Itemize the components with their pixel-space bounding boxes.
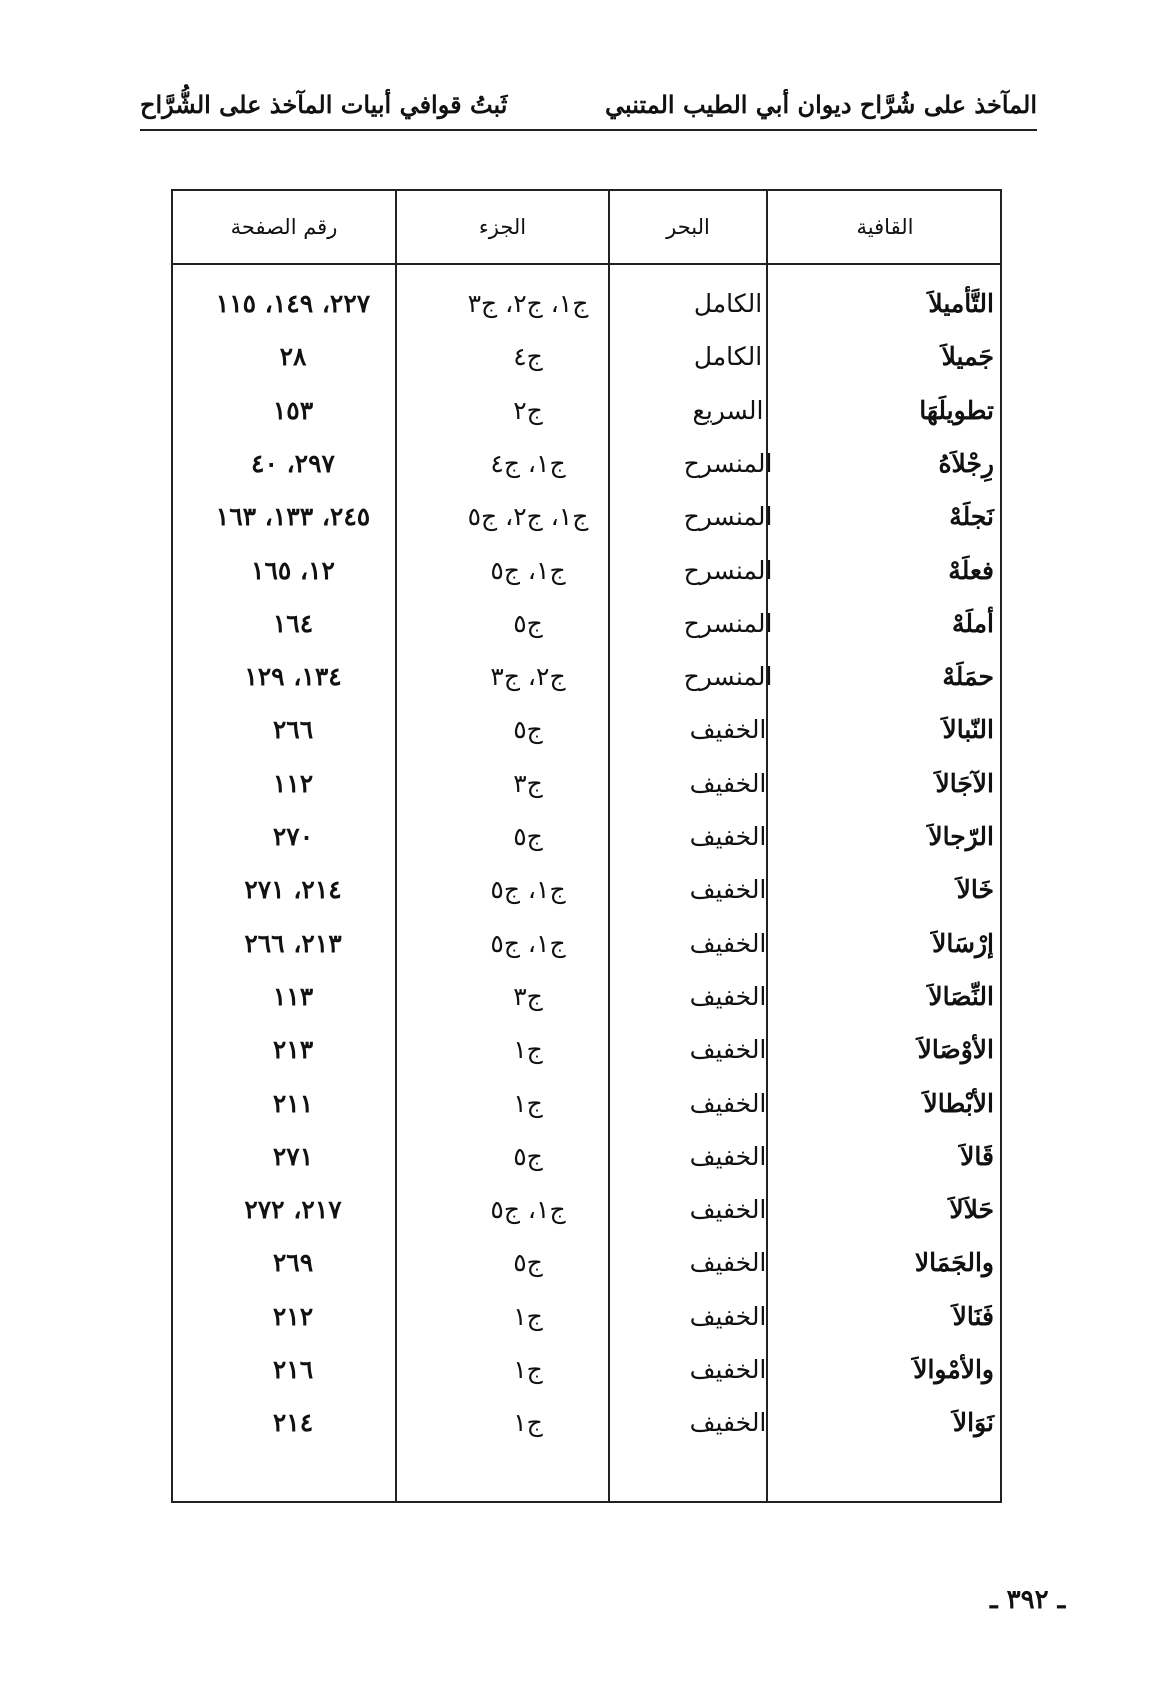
qafia-cell: أملَهْ bbox=[951, 608, 994, 638]
qafia-cell: التَّأميلاَ bbox=[928, 289, 994, 318]
bahr-cell: الخفيف bbox=[689, 1301, 767, 1331]
bahr-cell: الخفيف bbox=[689, 1141, 767, 1171]
page-ref-cell: ١٣٤، ١٢٩ bbox=[244, 662, 342, 692]
page-ref-cell: ٢١٢ bbox=[272, 1301, 314, 1331]
juz-cell: ج١، ج٥ bbox=[490, 1195, 566, 1225]
juz-cell: ج٥ bbox=[513, 715, 543, 745]
table-row bbox=[173, 703, 1000, 756]
qafia-cell: والجَمَالا bbox=[914, 1248, 994, 1278]
page-ref-cell: ٢١٧، ٢٧٢ bbox=[244, 1195, 342, 1225]
page-ref-cell: ٢١٣ bbox=[272, 1035, 314, 1065]
juz-cell: ج١، ج٢، ج٣ bbox=[467, 289, 589, 318]
bahr-cell: الخفيف bbox=[689, 1408, 767, 1438]
table-row bbox=[173, 1396, 1000, 1449]
bahr-cell: الخفيف bbox=[689, 715, 767, 745]
column-header-page: رقم الصفحة bbox=[230, 215, 338, 239]
page-ref-cell: ٢١٦ bbox=[272, 1355, 314, 1384]
table-row bbox=[173, 490, 1000, 543]
page-ref-cell: ١٢، ١٦٥ bbox=[251, 555, 335, 585]
page-number: ـ ٣٩٢ ـ bbox=[990, 1585, 1066, 1615]
page-ref-cell: ٢٤٥، ١٣٣، ١٦٣ bbox=[215, 502, 371, 532]
page-ref-cell: ١١٣ bbox=[272, 981, 314, 1011]
qafia-cell: نَجلَهْ bbox=[949, 502, 994, 532]
qafia-cell: والأمْوالاَ bbox=[913, 1355, 994, 1384]
table-row bbox=[173, 1290, 1000, 1343]
qafia-cell: النّبالاَ bbox=[942, 715, 994, 745]
page-ref-cell: ٢٩٧، ٤٠ bbox=[251, 448, 335, 478]
juz-cell: ج٣ bbox=[513, 981, 543, 1011]
table-row bbox=[173, 1130, 1000, 1183]
table-row bbox=[173, 1236, 1000, 1289]
bahr-cell: الخفيف bbox=[689, 822, 767, 851]
juz-cell: ج١، ج٤ bbox=[490, 448, 566, 478]
running-header bbox=[140, 80, 1037, 130]
table-row bbox=[173, 863, 1000, 916]
bahr-cell: الخفيف bbox=[689, 981, 767, 1011]
juz-cell: ج٥ bbox=[513, 822, 543, 851]
bahr-cell: الخفيف bbox=[689, 1035, 767, 1065]
juz-cell: ج٥ bbox=[513, 1141, 543, 1171]
bahr-cell: الكامل bbox=[693, 342, 763, 372]
table-row bbox=[173, 1183, 1000, 1236]
juz-cell: ج١، ج٢، ج٥ bbox=[467, 502, 589, 532]
column-header-juz: الجزء bbox=[478, 215, 527, 239]
bahr-cell: الخفيف bbox=[689, 1195, 767, 1225]
page-ref-cell: ٢٦٩ bbox=[272, 1248, 314, 1278]
qafia-cell: الأبْطالاَ bbox=[923, 1088, 994, 1118]
qafia-cell: نَوَالاَ bbox=[952, 1408, 994, 1438]
bahr-cell: السريع bbox=[692, 395, 764, 425]
page-ref-cell: ١٦٤ bbox=[272, 608, 314, 638]
table-row bbox=[173, 437, 1000, 490]
bahr-cell: المنسرح bbox=[683, 555, 773, 585]
juz-cell: ج٢، ج٣ bbox=[490, 662, 566, 692]
juz-cell: ج١ bbox=[513, 1301, 543, 1331]
bahr-cell: المنسرح bbox=[683, 662, 773, 692]
bahr-cell: الكامل bbox=[693, 289, 763, 318]
qafia-cell: حَلاَلاَ bbox=[949, 1195, 994, 1225]
juz-cell: ج١ bbox=[513, 1088, 543, 1118]
juz-cell: ج٣ bbox=[513, 768, 543, 798]
bahr-cell: المنسرح bbox=[683, 502, 773, 532]
page-ref-cell: ٢١٤، ٢٧١ bbox=[244, 875, 342, 905]
section-title: ثَبتُ قوافي أبيات المآخذ على الشُّرَّاح bbox=[140, 90, 508, 119]
juz-cell: ج٢ bbox=[513, 395, 543, 425]
page-ref-cell: ١١٢ bbox=[272, 768, 314, 798]
table-row bbox=[173, 277, 1000, 330]
bahr-cell: الخفيف bbox=[689, 875, 767, 905]
qafia-cell: إرْسَالاَ bbox=[932, 928, 994, 958]
juz-cell: ج٥ bbox=[513, 608, 543, 638]
bahr-cell: الخفيف bbox=[689, 1355, 767, 1384]
table-row bbox=[173, 917, 1000, 970]
qafia-cell: فعلَهْ bbox=[948, 555, 994, 585]
table-row bbox=[173, 330, 1000, 383]
qafia-cell: خَالاَ bbox=[956, 875, 994, 905]
juz-cell: ج٥ bbox=[513, 1248, 543, 1278]
page-ref-cell: ٢١٤ bbox=[272, 1408, 314, 1438]
table-row bbox=[173, 597, 1000, 650]
qafia-cell: جَميلاَ bbox=[941, 342, 994, 372]
page-ref-cell: ٢٢٧، ١٤٩، ١١٥ bbox=[215, 289, 371, 318]
page-ref-cell: ٢٦٦ bbox=[272, 715, 314, 745]
header-rule bbox=[140, 129, 1037, 131]
qafia-cell: الآجَالاَ bbox=[935, 768, 994, 798]
bahr-cell: المنسرح bbox=[683, 608, 773, 638]
table-row bbox=[173, 1077, 1000, 1130]
table-row bbox=[173, 650, 1000, 703]
table-row bbox=[173, 970, 1000, 1023]
qafia-cell: تطويلَهَا bbox=[919, 395, 994, 425]
bahr-cell: الخفيف bbox=[689, 768, 767, 798]
bahr-cell: الخفيف bbox=[689, 928, 767, 958]
column-header-qafia: القافية bbox=[856, 215, 914, 239]
juz-cell: ج١ bbox=[513, 1408, 543, 1438]
juz-cell: ج١ bbox=[513, 1035, 543, 1065]
rhymes-table bbox=[171, 189, 1002, 1503]
table-row bbox=[173, 1023, 1000, 1076]
qafia-cell: قَالاَ bbox=[960, 1141, 994, 1171]
juz-cell: ج١ bbox=[513, 1355, 543, 1384]
page-ref-cell: ٢٨ bbox=[279, 342, 307, 372]
juz-cell: ج١، ج٥ bbox=[490, 928, 566, 958]
juz-cell: ج١، ج٥ bbox=[490, 555, 566, 585]
bahr-cell: الخفيف bbox=[689, 1248, 767, 1278]
page-ref-cell: ١٥٣ bbox=[272, 395, 314, 425]
table-row bbox=[173, 1343, 1000, 1396]
table-row bbox=[173, 384, 1000, 437]
table-row bbox=[173, 544, 1000, 597]
column-header-bahr: البحر bbox=[666, 215, 710, 239]
qafia-cell: النِّصَالاَ bbox=[928, 981, 994, 1011]
juz-cell: ج١، ج٥ bbox=[490, 875, 566, 905]
qafia-cell: الأوْصَالاَ bbox=[917, 1035, 994, 1065]
qafia-cell: حمَلَهْ bbox=[942, 662, 994, 692]
bahr-cell: المنسرح bbox=[683, 448, 773, 478]
header-divider bbox=[173, 263, 1000, 265]
page-ref-cell: ٢١١ bbox=[272, 1088, 314, 1118]
qafia-cell: رِجْلاَهُ bbox=[938, 448, 994, 478]
page-ref-cell: ٢٧٠ bbox=[272, 822, 314, 851]
page-ref-cell: ٢٧١ bbox=[272, 1141, 314, 1171]
table-row bbox=[173, 757, 1000, 810]
qafia-cell: الرّجالاَ bbox=[928, 822, 994, 851]
bahr-cell: الخفيف bbox=[689, 1088, 767, 1118]
juz-cell: ج٤ bbox=[513, 342, 543, 372]
table-row bbox=[173, 810, 1000, 863]
page-ref-cell: ٢١٣، ٢٦٦ bbox=[244, 928, 342, 958]
book-title: المآخذ على شُرَّاح ديوان أبي الطيب المتنبي bbox=[605, 90, 1037, 119]
qafia-cell: فَنَالاَ bbox=[952, 1301, 994, 1331]
